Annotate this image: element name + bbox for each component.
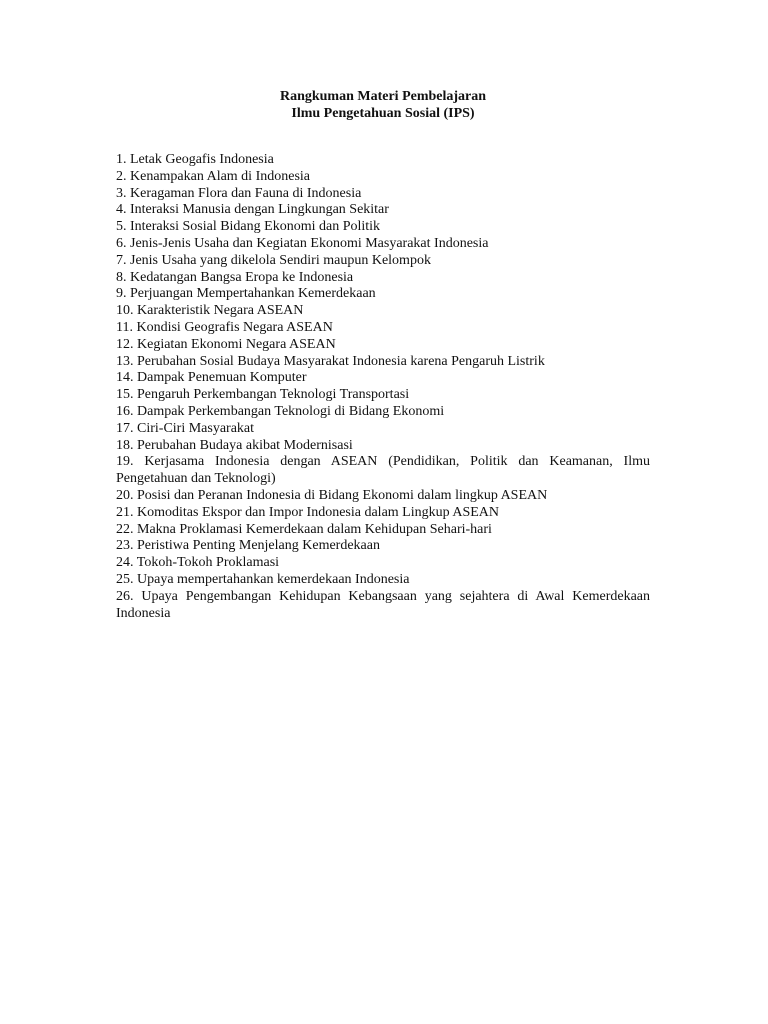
list-item: 14. Dampak Penemuan Komputer (116, 370, 307, 386)
list-item: 23. Peristiwa Penting Menjelang Kemerdekaan (116, 538, 380, 554)
list-item: 26. Upaya Pengembangan Kehidupan Kebangsaan yang sejahtera di Awal Kemerdekaan Indonesia (116, 588, 650, 621)
list-item: 11. Kondisi Geografis Negara ASEAN (116, 319, 333, 335)
list-item: 17. Ciri-Ciri Masyarakat (116, 420, 255, 436)
list-item: 18. Perubahan Budaya akibat Modernisasi (116, 437, 353, 453)
list-item: 12. Kegiatan Ekonomi Negara ASEAN (116, 336, 336, 352)
title-line-2: Ilmu Pengetahuan Sosial (IPS) (291, 106, 475, 121)
topic-list (116, 152, 650, 622)
list-item: 24. Tokoh-Tokoh Proklamasi (116, 555, 280, 571)
list-item: 21. Komoditas Ekspor dan Impor Indonesia dalam Lingkup ASEAN (116, 504, 500, 520)
list-item: 10. Karakteristik Negara ASEAN (116, 303, 304, 319)
list-item: 8. Kedatangan Bangsa Eropa ke Indonesia (116, 269, 354, 285)
list-item: 6. Jenis-Jenis Usaha dan Kegiatan Ekonomi Masyarakat Indonesia (116, 235, 489, 251)
list-item: 5. Interaksi Sosial Bidang Ekonomi dan Politik (116, 219, 381, 235)
list-item: 13. Perubahan Sosial Budaya Masyarakat Indonesia karena Pengaruh Listrik (116, 353, 545, 369)
list-item: 3. Keragaman Flora dan Fauna di Indonesia (116, 185, 362, 201)
title-line-1: Rangkuman Materi Pembelajaran (279, 89, 487, 104)
list-item: 7. Jenis Usaha yang dikelola Sendiri maupun Kelompok (116, 252, 431, 268)
list-item: 15. Pengaruh Perkembangan Teknologi Transportasi (116, 387, 410, 403)
list-item: 2. Kenampakan Alam di Indonesia (116, 168, 311, 184)
list-item: 9. Perjuangan Mempertahankan Kemerdekaan (116, 286, 376, 302)
list-item: 25. Upaya mempertahankan kemerdekaan Indonesia (116, 571, 410, 587)
list-item: 16. Dampak Perkembangan Teknologi di Bidang Ekonomi (116, 403, 445, 419)
list-item: 22. Makna Proklamasi Kemerdekaan dalam Kehidupan Sehari-hari (116, 521, 492, 537)
list-item: 20. Posisi dan Peranan Indonesia di Bidang Ekonomi dalam lingkup ASEAN (116, 487, 548, 503)
list-item: 1. Letak Geogafis Indonesia (116, 152, 274, 167)
list-item: 4. Interaksi Manusia dengan Lingkungan Sekitar (116, 202, 389, 218)
list-item: 19. Kerjasama Indonesia dengan ASEAN (Pendidikan, Politik dan Keamanan, Ilmu Pengetahuan dan Teknologi) (116, 454, 650, 487)
document-title (116, 88, 650, 122)
